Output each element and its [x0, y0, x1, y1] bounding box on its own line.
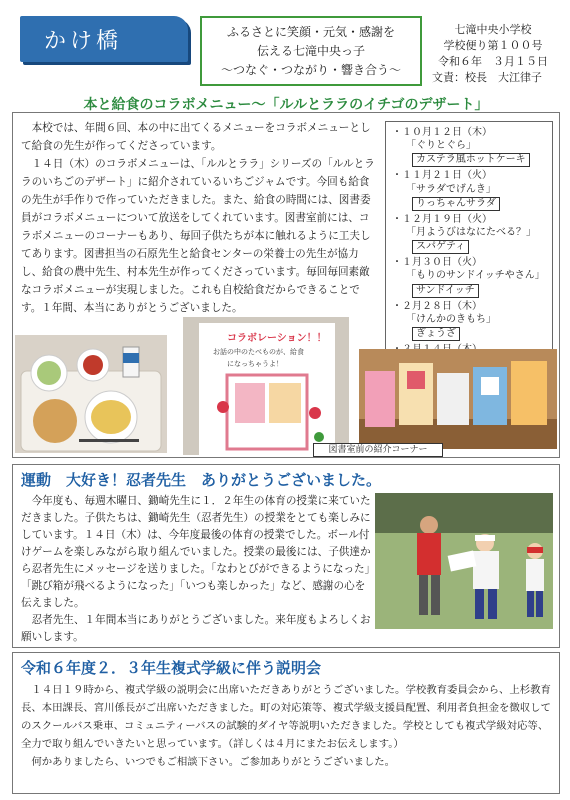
menu-item: [392, 213, 546, 256]
menu-book: 「ぐりとぐら」: [406, 140, 476, 152]
photo-caption: 図書室前の紹介コーナー: [313, 443, 443, 457]
collab-paragraph-1: 本校では、年間６回、本の中に出てくるメニューをコラボメニューとして給食の先生が作ってくださっています。: [21, 122, 371, 152]
combined-paragraph-1: １４日１９時から、複式学級の説明会に出席いただきありがとうございました。学校教育委員会から、上杉教育長、本田課長、宮川係長がご出席いただきました。町の対応策等、複式学級支援員配置、利用者負担金を徴収してのスクールバス乗車、コミュニティーバスの試験的ダイヤ等説明いただきました。学校としても複式学級対応等、全力で取り組んでいきたいと思っています。（詳しくは４月にまたお伝えします。）: [21, 684, 551, 750]
combined-class-article: [21, 681, 553, 771]
menu-item: [392, 126, 546, 169]
newsletter-logo: かけ橋: [20, 16, 188, 62]
issue-info: [430, 22, 556, 86]
menu-item: [392, 256, 546, 299]
newsletter-number: 学校便り第１００号: [443, 39, 543, 52]
library-corner-photo: [359, 349, 557, 449]
menu-dish: サンドイッチ: [412, 284, 479, 298]
collab-article: [21, 119, 379, 317]
issue-date: 令和６年 ３月１５日: [438, 55, 548, 68]
menu-book: 「もりのサンドイッチやさん」: [406, 270, 545, 282]
section3-title: 令和６年度２．３年生複式学級に伴う説明会: [21, 659, 322, 677]
ninja-paragraph-1: 今年度も、毎週木曜日、鋤崎先生に１．２年生の体育の授業に来ていただきました。子供たちは、鋤崎先生（忍者先生）の授業をとても楽しみにしています。１４日（木）は、今年度最後の体育の授業でした。ボール付けゲームを楽しみながら取り組んでいました。授業の最後には、子供達から忍者先生にメッセージを送りました。「なわとびができるようになった」「跳び箱が飛べるようになった」「いつも楽しかった」など、感謝の心を伝えました。: [21, 495, 371, 609]
ninja-paragraph-2: 忍者先生、１年間本当にありがとうございました。来年度もよろしくお願いします。: [21, 614, 371, 643]
menu-item: [392, 300, 546, 343]
combined-paragraph-2: 何かありましたら、いつでもご相談下さい。ご参加ありがとうございました。: [31, 756, 396, 768]
poster-subtext-2: になっちゃうよ！: [227, 360, 283, 368]
menu-date: ・１２月１９日（火）: [392, 213, 492, 225]
school-lunch-photo: [15, 335, 167, 453]
poster-subtext-1: お話の中のたべものが、給食: [213, 348, 304, 356]
ninja-article: [21, 493, 373, 646]
collab-paragraph-2: １４日（木）のコラボメニューは、「ルルとララ」シリーズの「ルルとララのいちごのデザート」に紹介されているいちごジャムです。今回も給食の先生が手作りで作っていただきました。また、給食の時間には、図書委員がコラボメニューについて放送をしてくれています。図書室前には、コラボメニューのコーナーもあり、毎回子供たちが本に触れるように工夫してあります。図書担当の石原先生と給食センターの栄養士の先生が協力し、給食の農中先生、村本先生が作ってくださっています。毎回毎回素敵なコラボメニューが実現しました。これも自校給食だからできることです。１年間、本当にありがとうございました。: [21, 158, 375, 314]
slogan-line-1: ふるさとに笑顔・元気・感謝を: [226, 25, 395, 39]
menu-date: ・１０月１２日（木）: [392, 127, 492, 138]
menu-item: [392, 169, 546, 212]
menu-dish: カステラ風ホットケーキ: [412, 153, 530, 167]
menu-date: ・２月２８日（木）: [392, 300, 482, 312]
menu-dish: ぎょうざ: [412, 327, 460, 341]
section-combined-class: [12, 652, 560, 794]
menu-book: 「サラダでげんき」: [406, 183, 496, 195]
school-name: 七滝中央小学校: [454, 23, 532, 36]
slogan-line-2: 伝える七滝中央っ子: [256, 44, 365, 58]
section1-title: 本と給食のコラボメニュー～「ルルとララのイチゴのデザート」: [83, 97, 489, 113]
menu-book: 「けんかのきもち」: [406, 313, 496, 325]
author: 文責：校長 大江律子: [432, 71, 542, 84]
collab-poster-photo: [183, 317, 349, 455]
menu-dish: スパゲティ: [412, 240, 469, 254]
section-ninja-teacher: [12, 464, 560, 648]
menu-date: ・１１月２１日（火）: [392, 170, 492, 182]
menu-date: ・１月３０日（火）: [392, 257, 482, 269]
section-collab-menu: [12, 112, 560, 458]
school-slogan: [200, 16, 422, 86]
poster-heading: コラボレーション！！: [227, 333, 327, 344]
section2-title: 運動 大好き！忍者先生 ありがとうございました。: [21, 471, 382, 489]
ninja-teacher-photo: [375, 493, 553, 629]
slogan-line-3: ～つなぐ・つながり・響き合う～: [220, 63, 401, 77]
menu-schedule: [385, 121, 553, 365]
menu-dish: りっちゃんサラダ: [412, 197, 500, 211]
menu-book: 「月ようびはなにたべる？」: [406, 227, 536, 239]
